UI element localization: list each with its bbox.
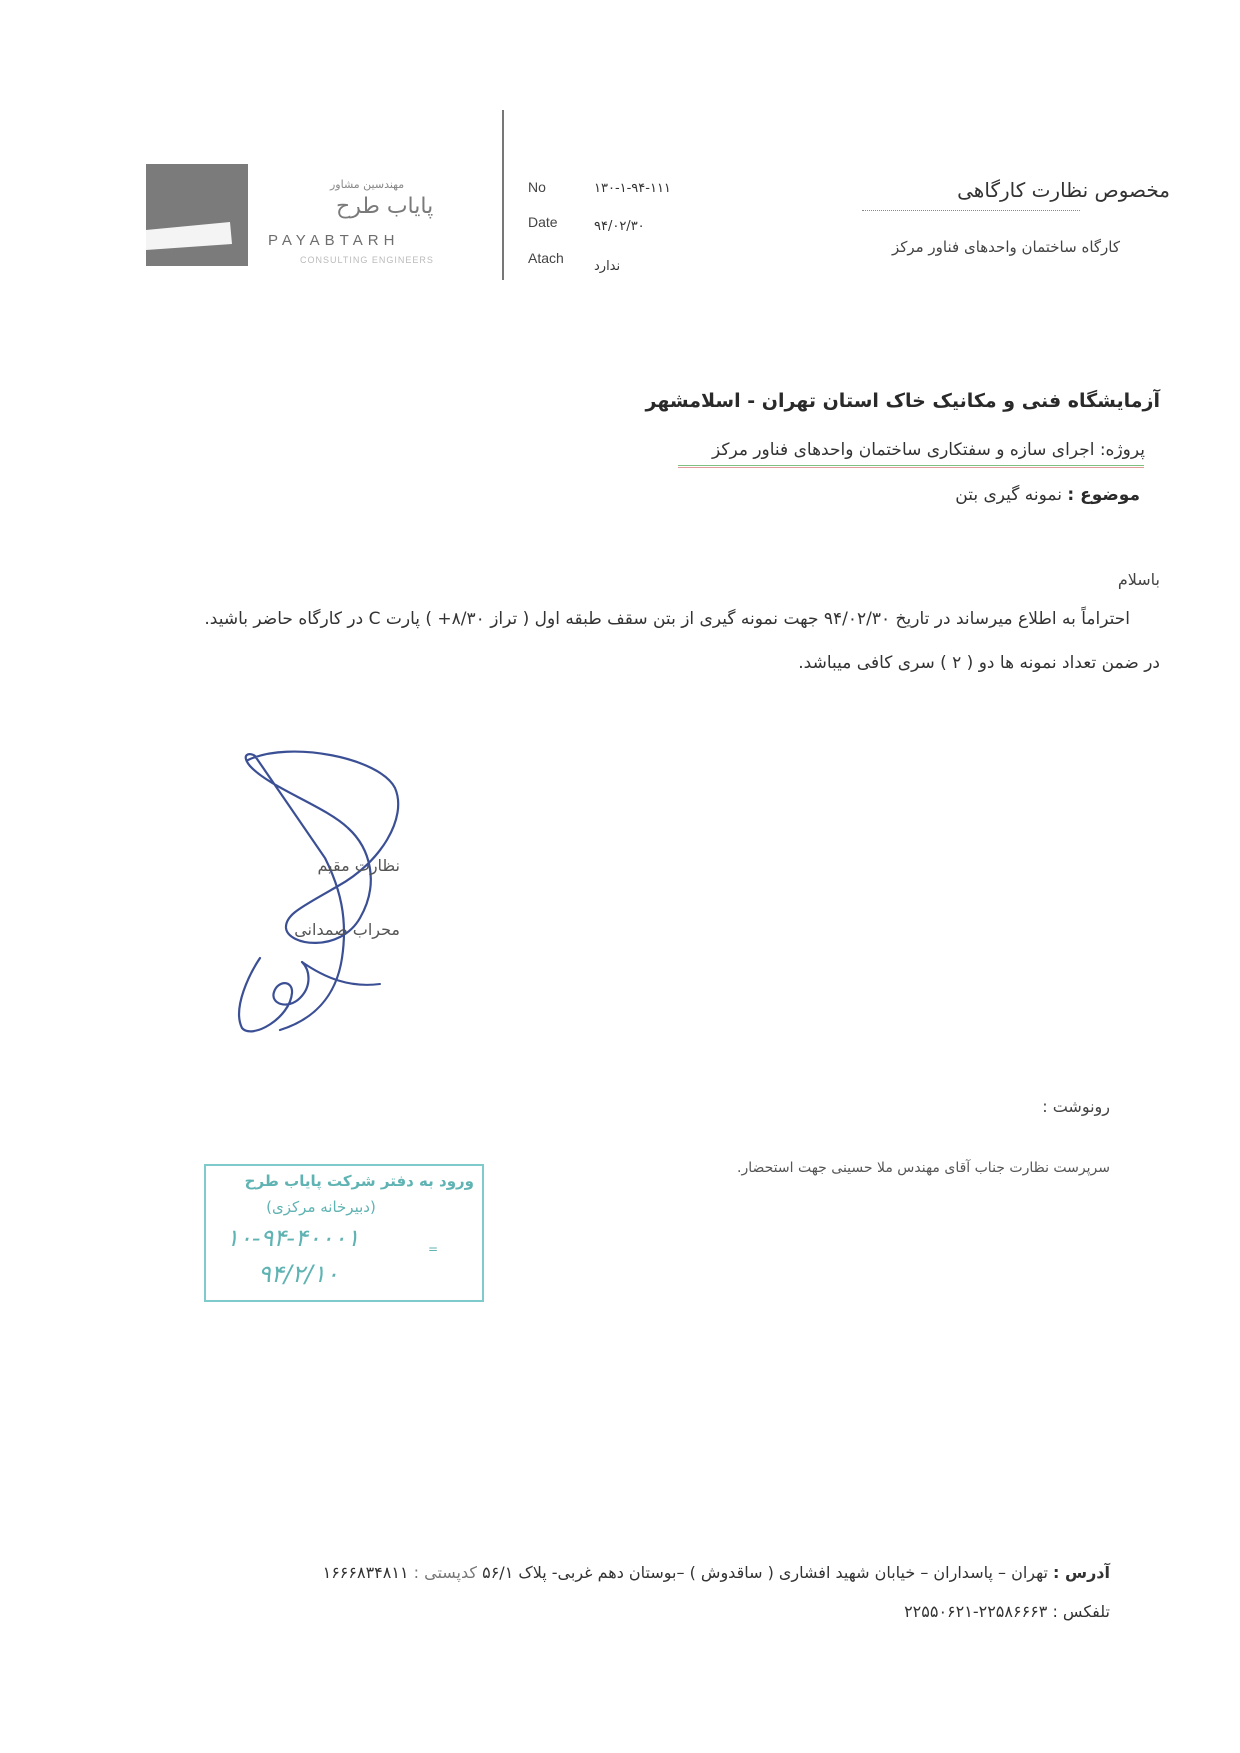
subject-line <box>800 485 1140 505</box>
stamp-subtitle: (دبیرخانه مرکزی) <box>266 1198 376 1216</box>
address-label: آدرس : <box>1053 1563 1110 1582</box>
signer-title: نظارت مقیم <box>317 856 400 875</box>
postal-code: ۱۶۶۶۸۳۴۸۱۱ <box>322 1563 409 1582</box>
fax-label: تلفکس : <box>1052 1602 1110 1621</box>
letter-number-value: ۱۳۰-۱-۹۴-۱۱۱ <box>594 181 671 196</box>
address-text: تهران – پاسداران – خیابان شهید افشاری ( ساقدوش ) –بوستان دهم غربی- پلاک ۵۶/۱ <box>482 1563 1048 1582</box>
fax-number: ۲۲۵۸۶۶۶۳-۲۲۵۵۰۶۲۱ <box>904 1602 1048 1621</box>
handwritten-signature <box>230 748 420 1048</box>
company-logo <box>146 164 248 266</box>
project-line: پروژه: اجرای سازه و سفتکاری ساختمان واحدهای فناور مرکز <box>711 440 1145 460</box>
body-line-2: در ضمن تعداد نمونه ها دو ( ۲ ) سری کافی میباشد. <box>798 653 1160 673</box>
company-name-en-sub: CONSULTING ENGINEERS <box>300 255 434 265</box>
footer-address <box>190 1563 1110 1582</box>
attachment-label: Atach <box>528 250 564 266</box>
stamp-title: ورود به دفتر شرکت پایاب طرح <box>244 1172 474 1190</box>
stamp-mark: = <box>428 1242 439 1256</box>
footer-fax <box>700 1602 1110 1621</box>
company-name-en: PAYABTARH <box>268 232 400 249</box>
stamp-date: ۹۴/۲/۱۰ <box>258 1260 339 1288</box>
subject-value: نمونه گیری بتن <box>955 485 1062 505</box>
letter-number-label: No <box>528 179 546 195</box>
greeting: باسلام <box>1117 570 1160 589</box>
cc-label: رونوشت : <box>1042 1097 1110 1116</box>
signer-name: محراب صمدانی <box>294 920 400 939</box>
attachment-value: ندارد <box>594 259 621 274</box>
company-name-fa: پایاب طرح <box>336 194 434 219</box>
header-divider <box>502 110 504 280</box>
stamp-number: ۱۰-۹۴-۴۰۰۰۱ <box>226 1224 360 1252</box>
letter-date-value: ۹۴/۰۲/۳۰ <box>594 219 645 234</box>
site-name: کارگاه ساختمان واحدهای فناور مرکز <box>891 238 1120 256</box>
postal-label: کدپستی : <box>413 1563 478 1582</box>
project-underline-green <box>678 465 1144 466</box>
logo-mark-icon <box>146 164 248 266</box>
project-underline-red <box>678 467 1144 468</box>
company-name-fa-small: مهندسین مشاور <box>330 178 405 191</box>
letter-date-label: Date <box>528 214 558 230</box>
cc-recipient: سرپرست نظارت جناب آقای مهندس ملا حسینی جهت استحضار. <box>737 1160 1110 1176</box>
confidential-note: مخصوص نظارت کارگاهی <box>957 178 1170 202</box>
body-line-1: احتراماً به اطلاع میرساند در تاریخ ۹۴/۰۲/۳۰ جهت نمونه گیری از بتن سقف طبقه اول ( تراز ۸/۳۰+ ) پارت C در کارگاه حاضر باشید. <box>204 609 1130 629</box>
confidential-underline <box>862 210 1080 211</box>
recipient: آزمایشگاه فنی و مکانیک خاک استان تهران - اسلامشهر <box>645 390 1160 412</box>
registry-stamp <box>204 1164 484 1302</box>
subject-label: موضوع : <box>1067 485 1140 505</box>
